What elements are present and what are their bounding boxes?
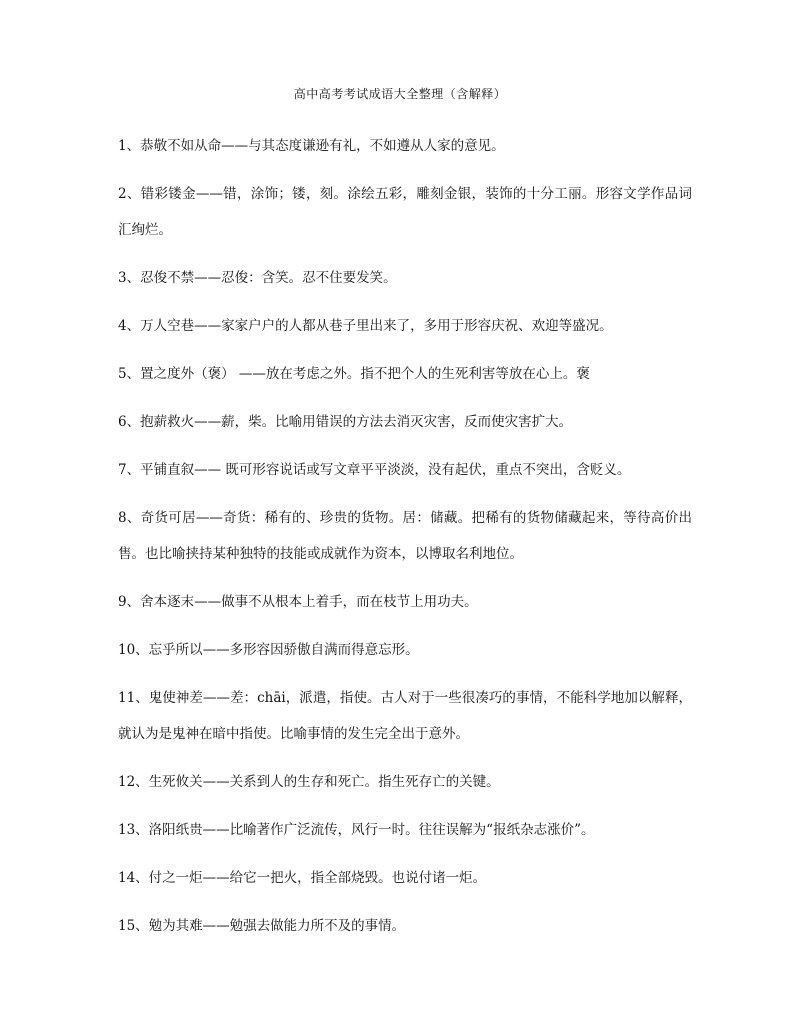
idiom-entry: 4、万人空巷——家家户户的人都从巷子里出来了，多用于形容庆祝、欢迎等盛况。 [118, 318, 613, 334]
idiom-entry: 15、勉为其难——勉强去做能力所不及的事情。 [118, 918, 406, 934]
idiom-entry: 1、恭敬不如从命——与其态度谦逊有礼，不如遵从人家的意见。 [118, 138, 505, 154]
idiom-entry: 11、鬼使神差——差：chāi，派遣，指使。古人对于一些很凑巧的事情，不能科学地加以解释，就认为是鬼神在暗中指使。比喻事情的发生完全出于意外。 [118, 690, 692, 742]
idiom-entry: 9、舍本逐末——做事不从根本上着手，而在枝节上用功夫。 [118, 594, 478, 610]
idiom-entry: 6、抱薪救火——薪，柴。比喻用错误的方法去消灭灾害，反而使灾害扩大。 [118, 414, 573, 430]
idiom-entry: 7、平铺直叙—— 既可形容说话或写文章平平淡淡，没有起伏，重点不突出，含贬义。 [118, 462, 631, 478]
idiom-entry: 5、置之度外（褒） ——放在考虑之外。指不把个人的生死利害等放在心上。褒 [118, 366, 590, 382]
idiom-entry: 8、奇货可居——奇货：稀有的、珍贵的货物。居：储藏。把稀有的货物储藏起来，等待高价出售。也比喻挟持某种独特的技能或成就作为资本，以博取名利地位。 [118, 510, 692, 562]
idiom-list [118, 128, 692, 956]
idiom-entry: 2、错彩镂金——错，涂饰；镂，刻。涂绘五彩，雕刻金银，装饰的十分工丽。形容文学作品词汇绚烂。 [118, 186, 692, 238]
idiom-entry: 13、洛阳纸贵——比喻著作广泛流传，风行一时。往往误解为“报纸杂志涨价”。 [118, 822, 595, 838]
idiom-entry: 12、生死攸关——关系到人的生存和死亡。指生死存亡的关键。 [118, 774, 500, 790]
idiom-entry: 3、忍俊不禁——忍俊：含笑。忍不住要发笑。 [118, 270, 397, 286]
idiom-entry: 10、忘乎所以——多形容因骄傲自满而得意忘形。 [118, 642, 419, 658]
idiom-entry: 14、付之一炬——给它一把火，指全部烧毁。也说付诸一炬。 [118, 870, 487, 886]
document-title: 高中高考考试成语大全整理（含解释） [293, 87, 507, 101]
